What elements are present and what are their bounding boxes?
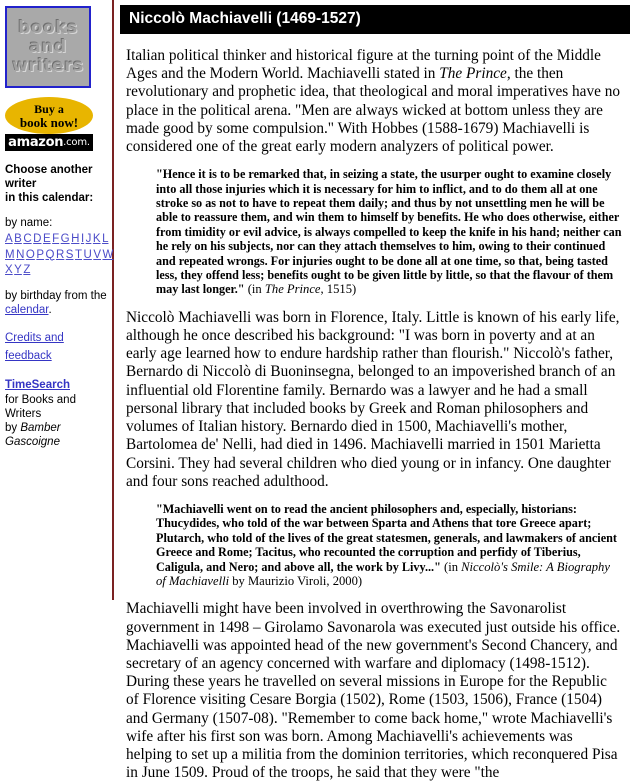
alpha-link-q[interactable]: Q <box>45 248 55 261</box>
buy-book-line-1: Buy a <box>34 101 64 116</box>
alpha-link-z[interactable]: Z <box>23 264 31 276</box>
calendar-link[interactable]: calendar <box>5 303 49 316</box>
citation-prefix-2: (in <box>440 559 462 574</box>
alpha-link-y[interactable]: Y <box>14 264 22 276</box>
citation-prefix-1: (in <box>244 282 265 297</box>
alphabet-row-3 <box>5 262 108 278</box>
sidebar-heading-line-1: Choose another writer <box>5 164 93 190</box>
logo-line-3: writers <box>12 55 84 76</box>
alpha-link-b[interactable]: B <box>14 233 22 245</box>
amazon-wordmark: amazon <box>8 135 64 150</box>
alphabet-row-1 <box>5 231 108 247</box>
blockquote-viroli <box>156 502 622 588</box>
alpha-link-v[interactable]: V <box>93 248 101 261</box>
timesearch-author-line <box>5 421 108 449</box>
alpha-link-h[interactable]: H <box>71 233 80 245</box>
sidebar <box>0 0 114 600</box>
credits-and-feedback-link[interactable]: Credits and feedback <box>5 331 64 362</box>
paragraph-career: Machiavelli might have been involved in overthrowing the Savonarolist government in 1498 – Girolamo Savonarola was executed just outside his office. Machiavelli was appointed head of the new government's Second Chancery, and secretary of an agency concerned with warfare and diplomacy (1498-1512). During these years he travelled on several missions in Europe for the Republic of Florence visiting Cesare Borgia (1502), Rome (1503, 1506), France (1504) and Germany (1507-08). "Remember to come back home," wrote Machiavelli's wife after his first son was born. Among Machiavelli's achievements was helping to set up a militia from the dominion territories, which reconquered Pisa in June 1509. Proud of the troops, he said that they were "the <box>126 600 621 782</box>
buy-book-line-2: book now! <box>19 114 79 130</box>
alphabet-row-2 <box>5 247 114 263</box>
sidebar-heading-line-2: in this calendar: <box>5 192 94 204</box>
alpha-link-k[interactable]: K <box>92 233 101 245</box>
logo-line-2: and <box>29 36 67 57</box>
paragraph-intro <box>126 47 622 156</box>
alpha-link-r[interactable]: R <box>55 248 65 261</box>
buy-book-oval[interactable] <box>5 97 93 134</box>
by-birthday-block <box>5 289 108 317</box>
timesearch-subtitle: for Books and Writers <box>5 393 76 420</box>
alpha-link-n[interactable]: N <box>16 248 25 261</box>
alpha-link-c[interactable]: C <box>23 233 32 245</box>
alpha-link-u[interactable]: U <box>83 248 92 261</box>
birthday-period: . <box>48 303 52 316</box>
alpha-link-f[interactable]: F <box>52 233 60 245</box>
paragraph-intro-part-b: , the then revolutionary and prophetic idea, that theological and moral imperatives have no place in the political arena. "Men are always wicked at bottom unless they are made good by some compulsion." With Hobbes (1588-1679) Machiavelli is considered one of the great early modern analyzers of political power. <box>126 65 621 156</box>
blockquote-viroli-text: "Machiavelli went on to read the ancient philosophers and, especially, historians: Thucydides, who told of the war between Sparta and Athens that tore Greece apart; Plutarch, who told of the lives of the great statesmen, generals, and lawmakers of ancient Greece and Rome; Tacitus, who recounted the corruption and perfidy of Tiberius, Caligula, and Nero; and above all, the work by Livy..." <box>156 501 617 574</box>
alpha-link-s[interactable]: S <box>65 248 74 261</box>
blockquote-the-prince <box>156 167 622 297</box>
books-and-writers-logo <box>5 6 91 88</box>
amazon-tld: .com. <box>63 137 90 148</box>
paragraph-intro-part-a: Italian political thinker and historical figure at the turning point of the Middle Ages and the Modern World. Machiavelli stated in <box>126 47 601 83</box>
timesearch-by-prefix: by <box>5 421 21 434</box>
alpha-link-l[interactable]: L <box>102 233 109 245</box>
alpha-link-p[interactable]: P <box>36 248 45 261</box>
alpha-link-i[interactable]: I <box>80 233 85 245</box>
main-content <box>114 0 630 782</box>
credits-block <box>5 328 108 364</box>
timesearch-block <box>5 375 108 449</box>
blockquote-the-prince-text: "Hence it is to be remarked that, in seizing a state, the usurper ought to examine closely into all those injuries which it is necessary for him to inflict, and to do them all at one stroke so as not to have to repeat them daily; and thus by not unsettling men he will be able to reassure them, and win them to himself by benefits. He who does otherwise, either from timidity or evil advice, is always compelled to keep the knife in his hand; neither can he rely on his subjects, nor can they attach themselves to him, owing to their continued and repeated wrongs. For injuries ought to be done all at one time, so that, being tasted less, they offend less; benefits ought to be given little by little, so that the flavour of them may last longer." <box>156 167 622 297</box>
alpha-link-g[interactable]: G <box>60 233 70 245</box>
alpha-link-x[interactable]: X <box>5 264 13 276</box>
alpha-link-o[interactable]: O <box>25 248 35 261</box>
citation-suffix-2: by Maurizio Viroli, 2000) <box>229 573 363 588</box>
citation-suffix-1: , 1515) <box>320 282 357 297</box>
citation-title-2: Niccolò's Smile: A Biography of Machiavelli <box>156 559 610 588</box>
amazon-logo-bar[interactable] <box>5 134 93 151</box>
by-birthday-text: by birthday from the <box>5 289 107 302</box>
alpha-link-e[interactable]: E <box>42 233 51 245</box>
timesearch-author-name: Bamber Gascoigne <box>5 421 61 448</box>
page-title: Niccolò Machiavelli (1469-1527) <box>120 5 630 34</box>
alpha-link-m[interactable]: M <box>5 248 15 261</box>
alpha-link-j[interactable]: J <box>85 233 92 245</box>
citation-title-1: The Prince <box>264 282 321 297</box>
alphabet-index <box>5 231 114 278</box>
paragraph-early-life: Niccolò Machiavelli was born in Florence, Italy. Little is known of his early life, although he once described his background: "I was born in poverty and at an early age learned how to endure hardship rather than flourish." Niccolò's father, Bernardo di Niccolò di Buoninsegna, belonged to an impoverished branch of an influential old Florentine family. Bernardo was a lawyer and he had a small personal library that included books by Greek and Roman philosophers and volumes of Italian history. Bernardo died in 1500, Machiavelli's mother, Bartolomea de' Nelli, had died in 1496. Machiavelli married in 1501 Marietta Corsini. They had several children who died young or in infancy. One daughter and four sons reached adulthood. <box>126 308 620 490</box>
blockquote-the-prince-citation <box>245 282 357 296</box>
book-title-the-prince: The Prince <box>439 65 507 83</box>
buy-a-book-now-amazon-button[interactable] <box>5 97 93 151</box>
alpha-link-t[interactable]: T <box>74 248 82 261</box>
alpha-link-a[interactable]: A <box>5 233 13 245</box>
sidebar-heading <box>5 163 108 205</box>
by-name-label: by name: <box>5 217 53 229</box>
alpha-link-w[interactable]: W <box>102 248 114 261</box>
alpha-link-d[interactable]: D <box>33 233 42 245</box>
timesearch-link[interactable]: TimeSearch <box>5 378 70 391</box>
logo-line-1: books <box>18 17 78 38</box>
